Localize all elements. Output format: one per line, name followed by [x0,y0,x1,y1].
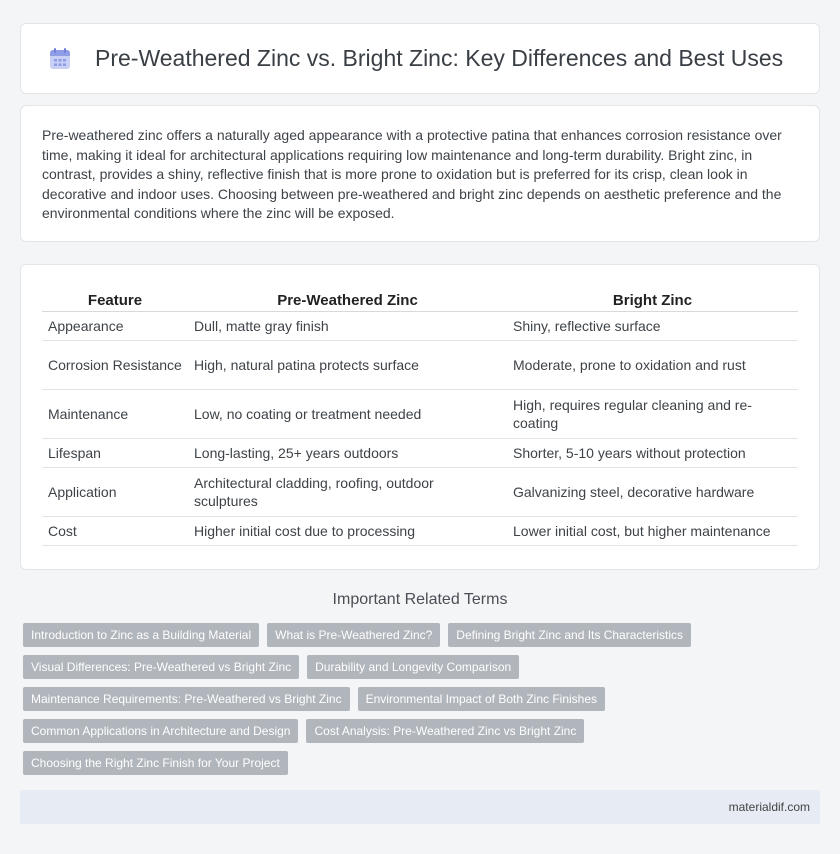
related-term-link[interactable]: Introduction to Zinc as a Building Material [23,623,259,647]
related-term-link[interactable]: Environmental Impact of Both Zinc Finishes [358,687,605,711]
table-row [42,389,798,438]
related-term-link[interactable]: What is Pre-Weathered Zinc? [267,623,440,647]
header-card [20,23,820,94]
column-header-feature: Feature [42,285,188,311]
feature-cell: Lifespan [42,438,188,467]
related-term-link[interactable]: Visual Differences: Pre-Weathered vs Bright Zinc [23,655,299,679]
feature-cell: Corrosion Resistance [42,340,188,389]
bright-cell: Shorter, 5-10 years without protection [507,438,798,467]
bright-cell: High, requires regular cleaning and re-coating [507,389,798,438]
related-term-link[interactable]: Common Applications in Architecture and Design [23,719,298,743]
table-row [42,467,798,516]
feature-cell: Cost [42,516,188,545]
pre-weathered-cell: Higher initial cost due to processing [188,516,507,545]
intro-paragraph: Pre-weathered zinc offers a naturally aged appearance with a protective patina that enhances corrosion resistance over time, making it ideal for architectural applications requiring low maintenance and long-term durability. Bright zinc, in contrast, provides a shiny, reflective finish that is more prone to oxidation but is preferred for its crisp, clean look in decorative and indoor uses. Choosing between pre-weathered and bright zinc depends on aesthetic preference and the environmental conditions where the zinc will be exposed. [42,127,782,222]
related-terms-list [23,623,803,775]
column-header-pre-weathered: Pre-Weathered Zinc [188,285,507,311]
pre-weathered-cell: High, natural patina protects surface [188,340,507,389]
bright-cell: Galvanizing steel, decorative hardware [507,467,798,516]
footer-site-name: materialdif.com [728,800,810,814]
table-row [42,516,798,545]
comparison-card [20,264,820,570]
table-header-row [42,285,798,311]
pre-weathered-cell: Low, no coating or treatment needed [188,389,507,438]
pre-weathered-cell: Dull, matte gray finish [188,311,507,340]
comparison-table [42,285,798,546]
related-term-link[interactable]: Choosing the Right Zinc Finish for Your Project [23,751,288,775]
feature-cell: Maintenance [42,389,188,438]
bright-cell: Lower initial cost, but higher maintenance [507,516,798,545]
related-term-link[interactable]: Cost Analysis: Pre-Weathered Zinc vs Bright Zinc [306,719,584,743]
calendar-icon [47,46,73,72]
page-title: Pre-Weathered Zinc vs. Bright Zinc: Key Differences and Best Uses [95,45,784,71]
bright-cell: Moderate, prone to oxidation and rust [507,340,798,389]
related-term-link[interactable]: Defining Bright Zinc and Its Characteristics [448,623,691,647]
intro-card [20,105,820,242]
table-row [42,340,798,389]
table-row [42,311,798,340]
pre-weathered-cell: Long-lasting, 25+ years outdoors [188,438,507,467]
feature-cell: Appearance [42,311,188,340]
bright-cell: Shiny, reflective surface [507,311,798,340]
column-header-bright: Bright Zinc [507,285,798,311]
table-row [42,438,798,467]
related-terms-title: Important Related Terms [332,591,508,608]
footer [20,790,820,824]
pre-weathered-cell: Architectural cladding, roofing, outdoor sculptures [188,467,507,516]
feature-cell: Application [42,467,188,516]
related-term-link[interactable]: Durability and Longevity Comparison [307,655,519,679]
related-term-link[interactable]: Maintenance Requirements: Pre-Weathered vs Bright Zinc [23,687,350,711]
